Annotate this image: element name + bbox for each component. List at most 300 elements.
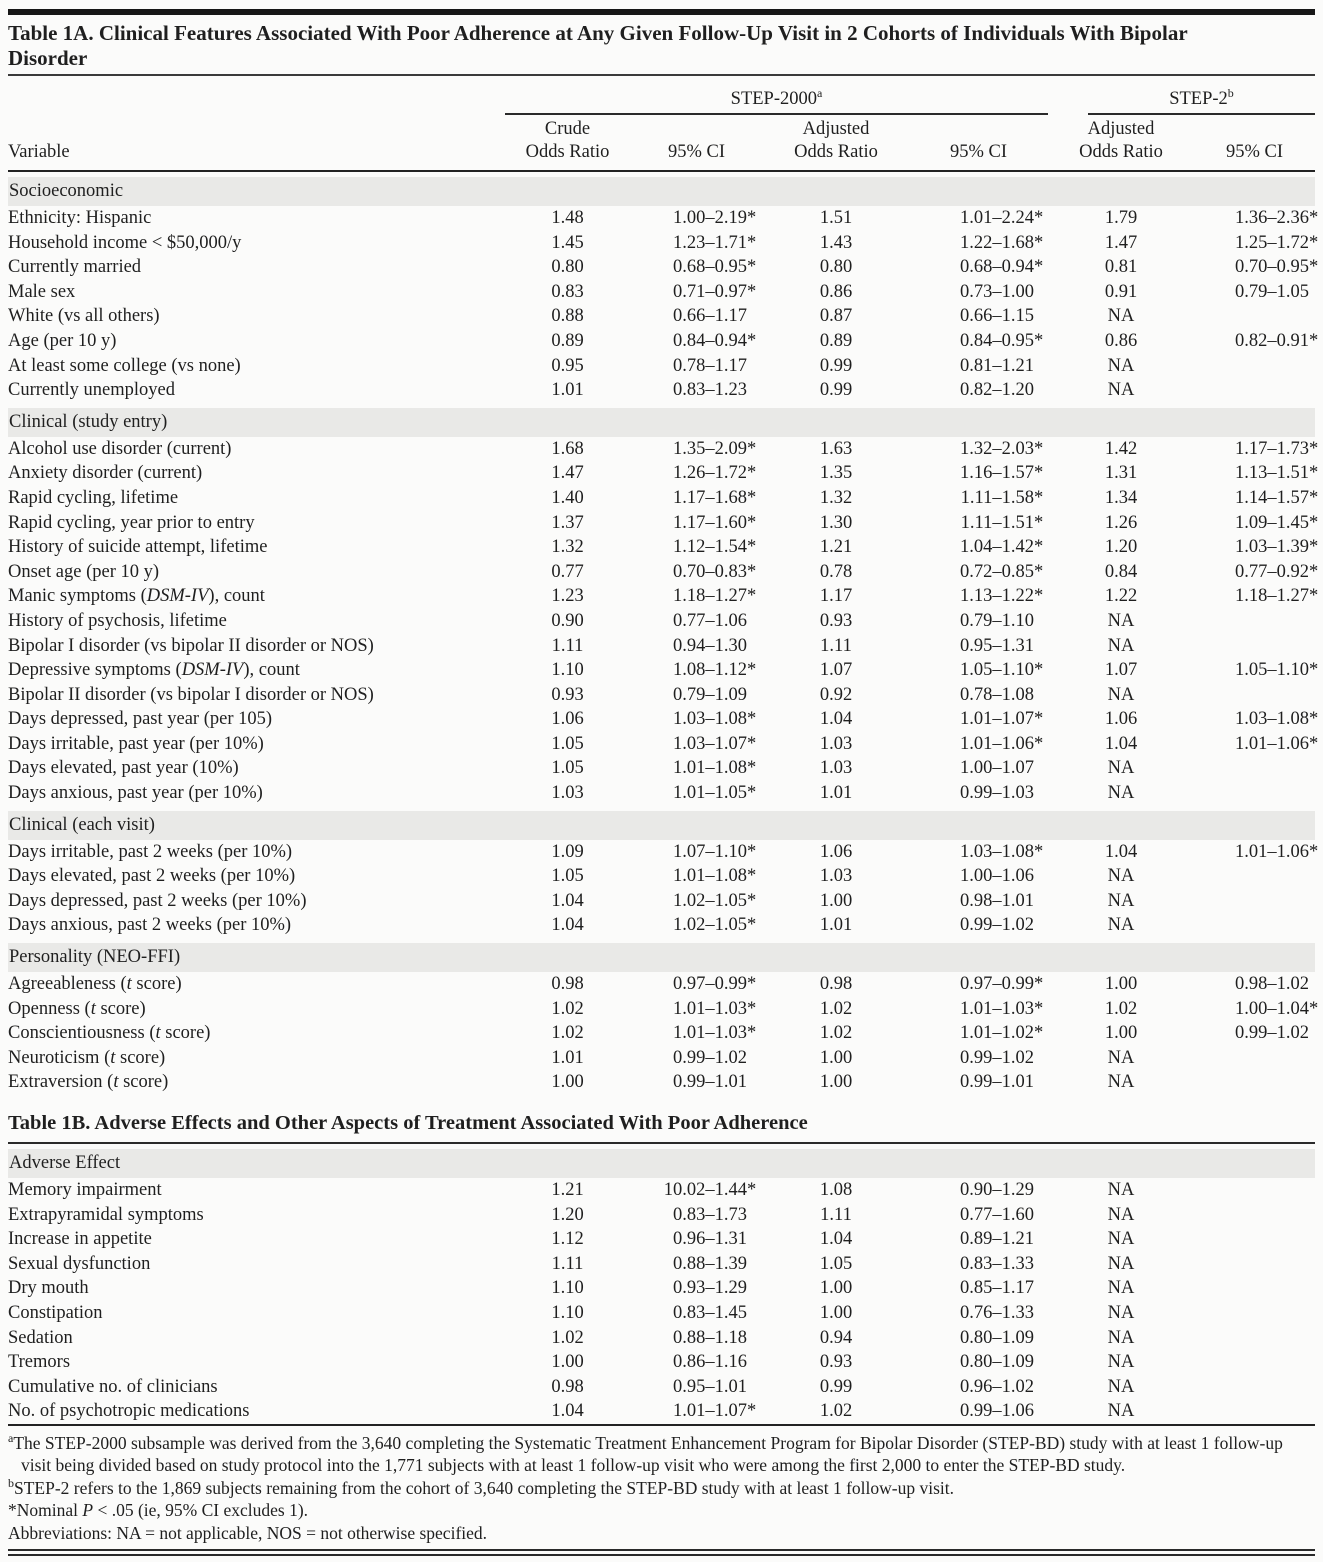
journal-table-page [0,9,1323,1556]
step2-ci-cell: 0.98–1.02 [1235,974,1309,995]
column-header-crude-odds-ratio [505,118,630,164]
adjusted-ci-cell: 1.00–1.06 [960,866,1034,887]
crude-ci-cell: 0.94–1.30 [673,635,747,656]
table-row [8,1399,1315,1424]
step2-ci-cell [1194,378,1315,403]
step2-ci-cell [1194,1227,1315,1252]
adjusted-ci-cell: 1.11–1.58* [960,487,1044,508]
header-line2: Odds Ratio [1079,142,1163,162]
header-line1 [909,118,1048,141]
variable-cell: Bipolar I disorder (vs bipolar II disorder or NOS) [8,635,374,656]
table-row [8,658,1319,683]
crude-ci-cell: 1.35–2.09* [673,438,757,459]
table-row [8,437,1319,462]
top-rule-bar [8,9,1315,15]
adjusted-odds-ratio-cell: 0.86 [819,281,853,302]
variable-cell: Sedation [8,1327,73,1348]
variable-cell: Days anxious, past 2 weeks (per 10%) [8,915,292,936]
adjusted-ci-cell: 1.03–1.08* [960,841,1044,862]
step2-adjusted-odds-ratio-cell: 1.20 [1104,537,1138,558]
adjusted-odds-ratio-cell: 1.00 [819,1047,853,1068]
header-line1 [630,118,763,141]
step2-adjusted-odds-ratio-cell: 1.04 [1104,841,1138,862]
crude-odds-ratio-cell: 1.12 [551,1229,584,1250]
variable-cell: Days irritable, past year (per 10%) [8,733,264,754]
step2-ci-cell [1194,1326,1315,1351]
crude-odds-ratio-cell: 0.80 [551,257,584,278]
crude-ci-cell: 0.77–1.06 [673,610,747,631]
footnote-marker: b [8,1476,14,1491]
adjusted-odds-ratio-cell: 0.92 [819,684,853,705]
crude-odds-ratio-cell: 1.21 [551,1180,584,1200]
crude-odds-ratio-cell: 0.93 [551,684,584,705]
step2-adjusted-odds-ratio-cell: 1.00 [1104,974,1138,995]
variable-cell: Manic symptoms (DSM-IV), count [8,586,265,607]
adjusted-ci-cell: 0.90–1.29 [960,1180,1034,1200]
step2-adjusted-odds-ratio-cell: NA [1107,890,1135,911]
column-header-adjusted-ci [909,118,1048,164]
step2-ci-cell: 1.01–1.06* [1235,733,1319,754]
step2-adjusted-odds-ratio-cell: 1.00 [1104,1023,1138,1044]
adjusted-ci-cell: 1.01–2.24* [960,208,1044,228]
adjusted-odds-ratio-cell: 1.04 [819,709,853,730]
crude-odds-ratio-cell: 1.06 [551,709,584,730]
variable-cell: Cumulative no. of clinicians [8,1376,218,1397]
step2-ci-cell [1194,609,1315,634]
table-1b-body [8,1149,1315,1424]
crude-odds-ratio-cell: 1.00 [551,1072,584,1093]
step2-ci-cell: 1.36–2.36* [1235,208,1319,228]
table-row [8,206,1319,231]
crude-ci-cell: 1.18–1.27* [673,586,757,607]
adjusted-odds-ratio-cell: 1.17 [819,586,853,607]
crude-odds-ratio-cell: 1.47 [551,463,584,484]
adjusted-ci-cell: 1.00–1.07 [960,758,1034,779]
step2-adjusted-odds-ratio-cell: NA [1107,1401,1135,1422]
crude-ci-cell: 1.03–1.07* [673,733,757,754]
variable-cell: Age (per 10 y) [8,330,117,351]
table-row [8,889,1315,914]
footnote: Abbreviations: NA = not applicable, NOS = not otherwise specified. [8,1522,488,1543]
crude-ci-cell: 1.26–1.72* [673,463,757,484]
adjusted-ci-cell: 1.01–1.03* [960,998,1044,1019]
crude-odds-ratio-cell: 0.98 [551,974,584,995]
step2-adjusted-odds-ratio-cell: NA [1107,355,1135,376]
adjusted-ci-cell: 0.82–1.20 [960,380,1034,401]
table-row [8,255,1319,280]
adjusted-odds-ratio-cell: 1.00 [819,1072,853,1093]
crude-ci-cell: 1.01–1.03* [673,998,757,1019]
adjusted-odds-ratio-cell: 0.78 [819,561,853,582]
table-row [8,756,1315,781]
crude-ci-cell: 0.96–1.31 [673,1229,747,1250]
adjusted-ci-cell: 0.99–1.02 [960,1047,1034,1068]
crude-odds-ratio-cell: 1.48 [551,208,584,228]
table-row [8,486,1319,511]
step2-adjusted-odds-ratio-cell: 1.02 [1104,998,1138,1019]
crude-ci-cell: 0.99–1.01 [673,1072,747,1093]
adjusted-ci-cell: 0.72–0.85* [960,561,1044,582]
crude-odds-ratio-cell: 1.04 [551,915,584,936]
adjusted-odds-ratio-cell: 0.98 [819,974,853,995]
table-row [8,732,1319,757]
variable-cell: Rapid cycling, lifetime [8,487,179,508]
adjusted-odds-ratio-cell: 1.03 [819,733,853,754]
table-row [8,304,1315,329]
variable-cell: Tremors [8,1352,71,1373]
header-line1 [1194,118,1315,141]
step2-ci-cell [1194,889,1315,914]
adjusted-odds-ratio-cell: 1.04 [819,1229,853,1250]
crude-odds-ratio-cell: 0.83 [551,281,584,302]
adjusted-odds-ratio-cell: 1.21 [819,537,853,558]
crude-odds-ratio-cell: 0.77 [551,561,584,582]
adjusted-odds-ratio-cell: 0.99 [819,1376,853,1397]
table-row [8,683,1315,708]
step2-adjusted-odds-ratio-cell: 1.47 [1104,232,1138,253]
step2-adjusted-odds-ratio-cell: NA [1107,915,1135,936]
variable-cell: Memory impairment [8,1180,162,1200]
crude-ci-cell: 0.84–0.94* [673,330,757,351]
adjusted-odds-ratio-cell: 1.03 [819,758,853,779]
step2-adjusted-odds-ratio-cell: 1.79 [1104,208,1138,228]
adjusted-odds-ratio-cell: 1.32 [819,487,853,508]
header-line1: Adjusted [1087,119,1155,139]
crude-ci-cell: 1.02–1.05* [673,915,757,936]
crude-ci-cell: 1.01–1.07* [673,1401,757,1422]
adjusted-ci-cell: 1.16–1.57* [960,463,1044,484]
footnote-marker-b: b [1227,85,1234,100]
variable-cell: No. of psychotropic medications [8,1401,250,1422]
step2-ci-cell: 0.70–0.95* [1235,257,1319,278]
section-header-row: Clinical (each visit) [8,811,1315,840]
crude-odds-ratio-cell: 1.05 [551,866,584,887]
variable-cell: Days depressed, past 2 weeks (per 10%) [8,890,307,911]
variable-cell: Extrapyramidal symptoms [8,1204,204,1225]
table-row [8,1252,1315,1277]
step2-adjusted-odds-ratio-cell: NA [1107,866,1135,887]
adjusted-ci-cell: 0.99–1.02 [960,915,1034,936]
column-header-adjusted-odds-ratio [763,118,909,164]
step2-ci-cell [1194,1399,1315,1424]
step2-ci-cell: 1.17–1.73* [1235,438,1319,459]
variable-cell: Male sex [8,281,76,302]
step2-adjusted-odds-ratio-cell: 0.84 [1104,561,1138,582]
variable-cell: Extraversion (t score) [8,1072,169,1093]
crude-odds-ratio-cell: 1.45 [551,232,584,253]
step2-adjusted-odds-ratio-cell: NA [1107,1278,1135,1299]
step2-ci-cell [1194,1178,1315,1203]
footnote-marker-a: a [817,85,823,100]
step2-ci-cell [1194,1203,1315,1228]
step2-ci-cell [1194,634,1315,659]
step2-adjusted-odds-ratio-cell: NA [1107,1047,1135,1068]
section-header-row: Personality (NEO-FFI) [8,943,1315,972]
adjusted-odds-ratio-cell: 1.51 [819,208,853,228]
variable-cell: Ethnicity: Hispanic [8,208,152,228]
step2-adjusted-odds-ratio-cell: NA [1107,684,1135,705]
step2-ci-cell: 0.82–0.91* [1235,330,1319,351]
step2-ci-cell [1194,1046,1315,1071]
variable-cell: Days depressed, past year (per 105) [8,709,273,730]
crude-odds-ratio-cell: 1.04 [551,1401,584,1422]
adjusted-ci-cell: 0.84–0.95* [960,330,1044,351]
step2-ci-cell: 0.79–1.05 [1235,281,1309,302]
adjusted-ci-cell: 0.98–1.01 [960,890,1034,911]
step2-adjusted-odds-ratio-cell: 1.06 [1104,709,1138,730]
header-bottom-rule [8,170,1315,172]
crude-odds-ratio-cell: 1.02 [551,1023,584,1044]
step2-adjusted-odds-ratio-cell: NA [1107,1204,1135,1225]
step2-ci-cell [1194,1375,1315,1400]
crude-odds-ratio-cell: 1.02 [551,1327,584,1348]
table-row [8,461,1319,486]
adjusted-odds-ratio-cell: 1.11 [820,635,852,656]
crude-odds-ratio-cell: 1.10 [551,1302,584,1323]
table-row [8,354,1315,379]
step2-adjusted-odds-ratio-cell: NA [1107,610,1135,631]
variable-cell: Days elevated, past year (10%) [8,758,239,779]
step2-adjusted-odds-ratio-cell: NA [1107,1302,1135,1323]
step2-ci-cell: 1.25–1.72* [1235,232,1319,253]
adjusted-ci-cell: 0.79–1.10 [960,610,1034,631]
crude-ci-cell: 10.02–1.44* [663,1180,757,1200]
crude-ci-cell: 1.03–1.08* [673,709,757,730]
adjusted-ci-cell: 1.04–1.42* [960,537,1044,558]
adjusted-odds-ratio-cell: 0.99 [819,380,853,401]
crude-odds-ratio-cell: 1.03 [551,783,584,804]
adjusted-ci-cell: 0.68–0.94* [960,257,1044,278]
table-row [8,329,1319,354]
step2-adjusted-odds-ratio-cell: NA [1107,1180,1135,1200]
table-row [8,913,1315,938]
step2-adjusted-odds-ratio-cell: 1.26 [1104,512,1138,533]
adjusted-odds-ratio-cell: 0.93 [819,1352,853,1373]
crude-ci-cell: 1.17–1.68* [673,487,757,508]
adjusted-odds-ratio-cell: 1.02 [819,998,853,1019]
header-line2: 95% CI [1225,142,1284,162]
step2-ci-cell: 1.09–1.45* [1235,512,1319,533]
crude-odds-ratio-cell: 0.88 [551,306,584,327]
step2-adjusted-odds-ratio-cell: NA [1107,1352,1135,1373]
variable-cell: Conscientiousness (t score) [8,1023,211,1044]
table-row [8,1227,1315,1252]
step2-ci-cell [1194,1252,1315,1277]
crude-ci-cell: 0.86–1.16 [673,1352,747,1373]
adjusted-odds-ratio-cell: 1.00 [819,1302,853,1323]
step2-adjusted-odds-ratio-cell: 0.91 [1104,281,1138,302]
column-header-row [8,115,1315,170]
step2-ci-cell [1194,1276,1315,1301]
table-row [8,1021,1315,1046]
section-header-row: Clinical (study entry) [8,408,1315,437]
crude-odds-ratio-cell: 0.98 [551,1376,584,1397]
variable-cell: White (vs all others) [8,306,160,327]
step2-ci-cell: 1.03–1.08* [1235,709,1319,730]
step2-adjusted-odds-ratio-cell: NA [1107,1229,1135,1250]
crude-ci-cell: 0.78–1.17 [673,355,747,376]
table-row [8,707,1319,732]
column-header-variable: Variable [8,142,70,162]
footnote: *Nominal P < .05 (ie, 95% CI excludes 1). [8,1500,309,1521]
table-row [8,1178,1315,1203]
table-row [8,781,1315,806]
crude-ci-cell: 0.88–1.39 [673,1253,747,1274]
table-row [8,1326,1315,1351]
table-row [8,609,1315,634]
table-row [8,1203,1315,1228]
crude-ci-cell: 0.71–0.97* [673,281,757,302]
table-row [8,560,1319,585]
table-row [8,1301,1315,1326]
adjusted-odds-ratio-cell: 1.06 [819,841,853,862]
variable-cell: Increase in appetite [8,1229,152,1250]
crude-odds-ratio-cell: 1.02 [551,998,584,1019]
crude-ci-cell: 0.79–1.09 [673,684,747,705]
crude-ci-cell: 0.83–1.73 [673,1204,747,1225]
adjusted-ci-cell: 0.99–1.03 [960,783,1034,804]
adjusted-ci-cell: 1.05–1.10* [960,660,1044,681]
step2-ci-cell: 1.03–1.39* [1235,537,1319,558]
crude-ci-cell: 0.95–1.01 [673,1376,747,1397]
crude-odds-ratio-cell: 1.10 [551,1278,584,1299]
step2-ci-cell [1194,683,1315,708]
crude-ci-cell: 1.12–1.54* [673,537,757,558]
header-line2: Odds Ratio [525,142,610,162]
step2-ci-cell: 1.18–1.27* [1235,586,1319,607]
crude-ci-cell: 0.99–1.02 [673,1047,747,1068]
table-1a-header [8,76,1315,170]
adjusted-ci-cell: 0.85–1.17 [960,1278,1034,1299]
step2-ci-cell: 1.14–1.57* [1235,487,1319,508]
crude-odds-ratio-cell: 1.01 [551,1047,584,1068]
column-group-label: STEP-2000 [730,89,817,109]
crude-ci-cell: 1.01–1.08* [673,758,757,779]
crude-odds-ratio-cell: 0.90 [551,610,584,631]
variable-cell: Days anxious, past year (per 10%) [8,783,263,804]
adjusted-ci-cell: 0.81–1.21 [960,355,1034,376]
step2-ci-cell [1194,1301,1315,1326]
crude-ci-cell: 1.17–1.60* [673,512,757,533]
table-row [8,584,1319,609]
footnote: $^b$STEP-2 refers to the 1,869 subjects remaining from the cohort of 3,640 completing the STEP-BD study with at least 1 follow-up visit. [8,1476,954,1498]
adjusted-ci-cell: 1.13–1.22* [960,586,1044,607]
step2-adjusted-odds-ratio-cell: NA [1107,1072,1135,1093]
step2-ci-cell: 1.01–1.06* [1235,841,1319,862]
variable-cell: Neuroticism (t score) [8,1047,166,1068]
step2-ci-cell [1194,864,1315,889]
table-row [8,972,1315,997]
adjusted-odds-ratio-cell: 0.80 [819,257,853,278]
crude-odds-ratio-cell: 1.11 [551,635,584,656]
adjusted-odds-ratio-cell: 0.93 [819,610,853,631]
table-row [8,378,1315,403]
variable-cell: Sexual dysfunction [8,1253,151,1274]
step2-adjusted-odds-ratio-cell: NA [1107,758,1135,779]
adjusted-ci-cell: 0.66–1.15 [960,306,1034,327]
adjusted-odds-ratio-cell: 1.03 [819,866,853,887]
adjusted-ci-cell: 0.73–1.00 [960,281,1034,302]
table-1b-title: Table 1B. Adverse Effects and Other Aspects of Treatment Associated With Poor Adherence [8,1112,808,1134]
step2-adjusted-odds-ratio-cell: 0.86 [1104,330,1138,351]
crude-odds-ratio-cell: 1.40 [551,487,584,508]
crude-ci-cell: 0.66–1.17 [673,306,747,327]
step2-adjusted-odds-ratio-cell: 0.81 [1104,257,1138,278]
adjusted-odds-ratio-cell: 1.30 [819,512,853,533]
step2-adjusted-odds-ratio-cell: NA [1107,1253,1135,1274]
footnotes-block [8,1432,1315,1545]
variable-cell: Days elevated, past 2 weeks (per 10%) [8,866,296,887]
step2-ci-cell [1194,1350,1315,1375]
adjusted-ci-cell: 0.77–1.60 [960,1204,1034,1225]
adjusted-ci-cell: 0.80–1.09 [960,1352,1034,1373]
step2-ci-cell: 1.00–1.04* [1235,998,1319,1019]
step2-ci-cell [1194,781,1315,806]
header-line2: 95% CI [949,142,1008,162]
adjusted-odds-ratio-cell: 1.01 [819,783,853,804]
crude-ci-cell: 0.93–1.29 [673,1278,747,1299]
adjusted-odds-ratio-cell: 1.07 [819,660,853,681]
crude-odds-ratio-cell: 1.68 [551,438,584,459]
variable-cell: Bipolar II disorder (vs bipolar I disorder or NOS) [8,684,374,705]
adjusted-ci-cell: 0.78–1.08 [960,684,1034,705]
adjusted-odds-ratio-cell: 0.99 [819,355,853,376]
crude-ci-cell: 1.01–1.08* [673,866,757,887]
crude-ci-cell: 1.07–1.10* [673,841,757,862]
crude-ci-cell: 1.08–1.12* [673,660,757,681]
table-row [8,840,1319,865]
crude-ci-cell: 1.00–2.19* [673,208,757,228]
adjusted-odds-ratio-cell: 1.05 [819,1253,853,1274]
table-row [8,1375,1315,1400]
footnote-marker: a [8,1431,14,1446]
crude-odds-ratio-cell: 1.37 [551,512,584,533]
crude-odds-ratio-cell: 0.95 [551,355,584,376]
step2-adjusted-odds-ratio-cell: NA [1107,1327,1135,1348]
adjusted-ci-cell: 0.99–1.06 [960,1401,1034,1422]
crude-ci-cell: 1.01–1.05* [673,783,757,804]
variable-cell: Dry mouth [8,1278,89,1299]
crude-ci-cell: 0.83–1.23 [673,380,747,401]
step2-ci-cell: 0.99–1.02 [1235,1023,1309,1044]
header-line1: Crude [544,119,591,139]
variable-cell: Anxiety disorder (current) [8,463,203,484]
step2-ci-cell [1194,354,1315,379]
header-line2: Odds Ratio [794,142,878,162]
adjusted-ci-cell: 0.76–1.33 [960,1302,1034,1323]
column-header-step2-ci [1194,118,1315,164]
footnote-top-rule [8,1424,1315,1426]
variable-cell: Currently unemployed [8,380,175,401]
variable-cell: At least some college (vs none) [8,355,241,376]
adjusted-ci-cell: 0.80–1.09 [960,1327,1034,1348]
crude-odds-ratio-cell: 1.01 [551,380,584,401]
crude-odds-ratio-cell: 0.89 [551,330,584,351]
table-1b-title-rule [8,1142,1315,1144]
adjusted-odds-ratio-cell: 1.08 [819,1180,853,1200]
section-header-row: Adverse Effect [8,1149,1315,1178]
adjusted-ci-cell: 1.01–1.06* [960,733,1044,754]
variable-cell: Household income < $50,000/y [8,232,242,253]
step2-ci-cell: 1.05–1.10* [1235,660,1319,681]
adjusted-odds-ratio-cell: 1.01 [819,915,853,936]
table-row [8,864,1315,889]
adjusted-ci-cell: 0.97–0.99* [960,974,1044,995]
adjusted-odds-ratio-cell: 1.00 [819,1278,853,1299]
variable-cell: History of psychosis, lifetime [8,610,227,631]
adjusted-odds-ratio-cell: 1.02 [819,1401,853,1422]
crude-odds-ratio-cell: 1.09 [551,841,584,862]
